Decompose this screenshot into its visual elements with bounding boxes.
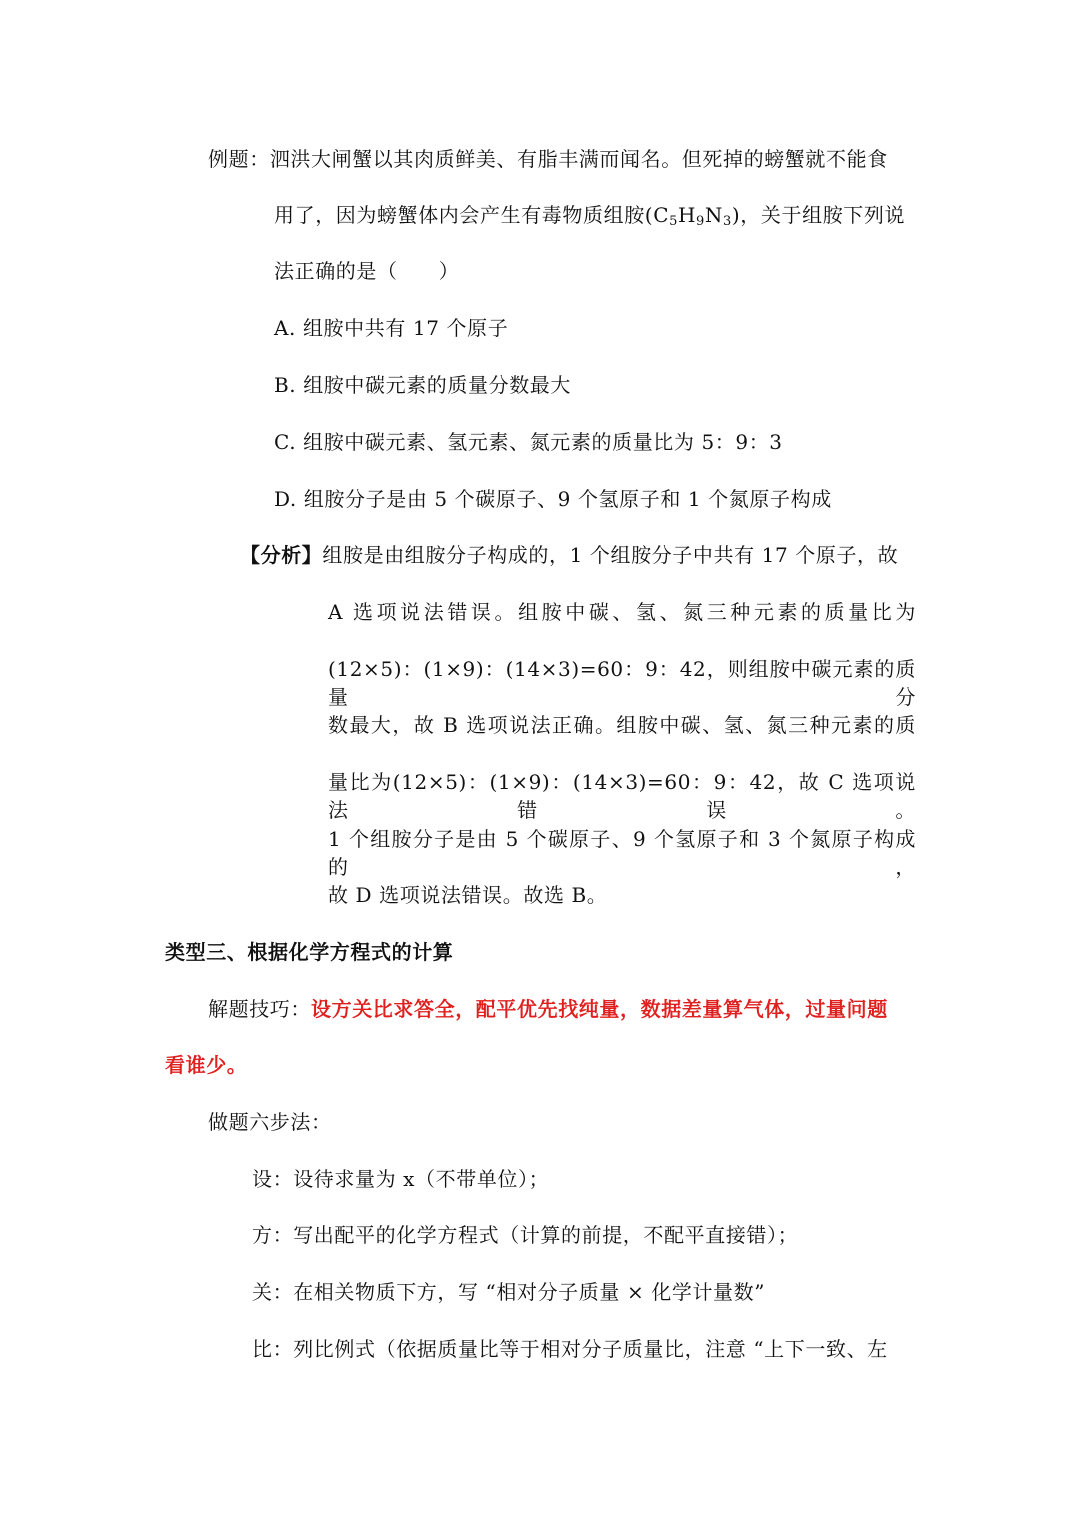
example-line-1 [208,145,888,173]
tip-label: 解题技巧： [208,997,311,1021]
example-line-2 [274,201,905,229]
example-prefix: 例题： [208,147,270,171]
steps-title: 做题六步法： [208,1110,332,1134]
tip-line-1 [208,995,888,1023]
analysis-label: 【分析】 [240,543,323,567]
step-2: 方：写出配平的化学方程式（计算的前提，不配平直接错）； [252,1223,799,1247]
option-c: C. 组胺中碳元素、氢元素、氮元素的质量比为 5：9：3 [274,430,783,454]
option-b: B. 组胺中碳元素的质量分数最大 [274,373,572,397]
formula-n: N [704,203,724,227]
formula-h: H [677,203,697,227]
analysis-line-4: 数最大，故 B 选项说法正确。组胺中碳、氢、氮三种元素的质 [328,713,916,737]
tip-text-1: 设方关比求答全，配平优先找纯量，数据差量算气体，过量问题 [311,997,888,1021]
option-d: D. 组胺分子是由 5 个碳原子、9 个氢原子和 1 个氮原子构成 [274,487,832,511]
example-text-1: 泗洪大闸蟹以其肉质鲜美、有脂丰满而闻名。但死掉的螃蟹就不能食 [269,147,888,171]
formula-sub-h: 9 [696,214,705,229]
analysis-line-1 [240,541,898,569]
step-4: 比：列比例式（依据质量比等于相对分子质量比，注意 “上下一致、左 [252,1337,888,1361]
analysis-line-6: 1 个组胺分子是由 5 个碳原子、9 个氢原子和 3 个氮原子构成的， [328,827,916,879]
analysis-line-7: 故 D 选项说法错误。故选 B。 [328,883,608,907]
formula-sub-c: 5 [669,214,678,229]
example-line-3: 法正确的是（ ） [274,259,460,283]
formula-sub-n: 3 [723,214,732,229]
option-a: A. 组胺中共有 17 个原子 [274,316,509,340]
analysis-line-3: (12×5)：(1×9)：(14×3)=60：9：42，则组胺中碳元素的质量分 [328,657,916,709]
analysis-text-1: 组胺是由组胺分子构成的，1 个组胺分子中共有 17 个原子，故 [322,543,899,567]
section-heading: 类型三、根据化学方程式的计算 [165,940,454,964]
analysis-line-5: 量比为(12×5)：(1×9)：(14×3)=60：9：42，故 C 选项说法错误。 [328,770,916,822]
example-text-2b: )，关于组胺下列说 [731,203,906,227]
tip-line-2: 看谁少。 [165,1053,248,1077]
example-text-2a: 用了，因为螃蟹体内会产生有毒物质组胺(C [274,203,670,227]
analysis-line-2: A 选项说法错误。组胺中碳、氢、氮三种元素的质量比为 [328,600,916,624]
step-1: 设：设待求量为 x（不带单位）； [252,1167,550,1191]
step-3: 关：在相关物质下方，写 “相对分子质量 × 化学计量数” [252,1280,766,1304]
